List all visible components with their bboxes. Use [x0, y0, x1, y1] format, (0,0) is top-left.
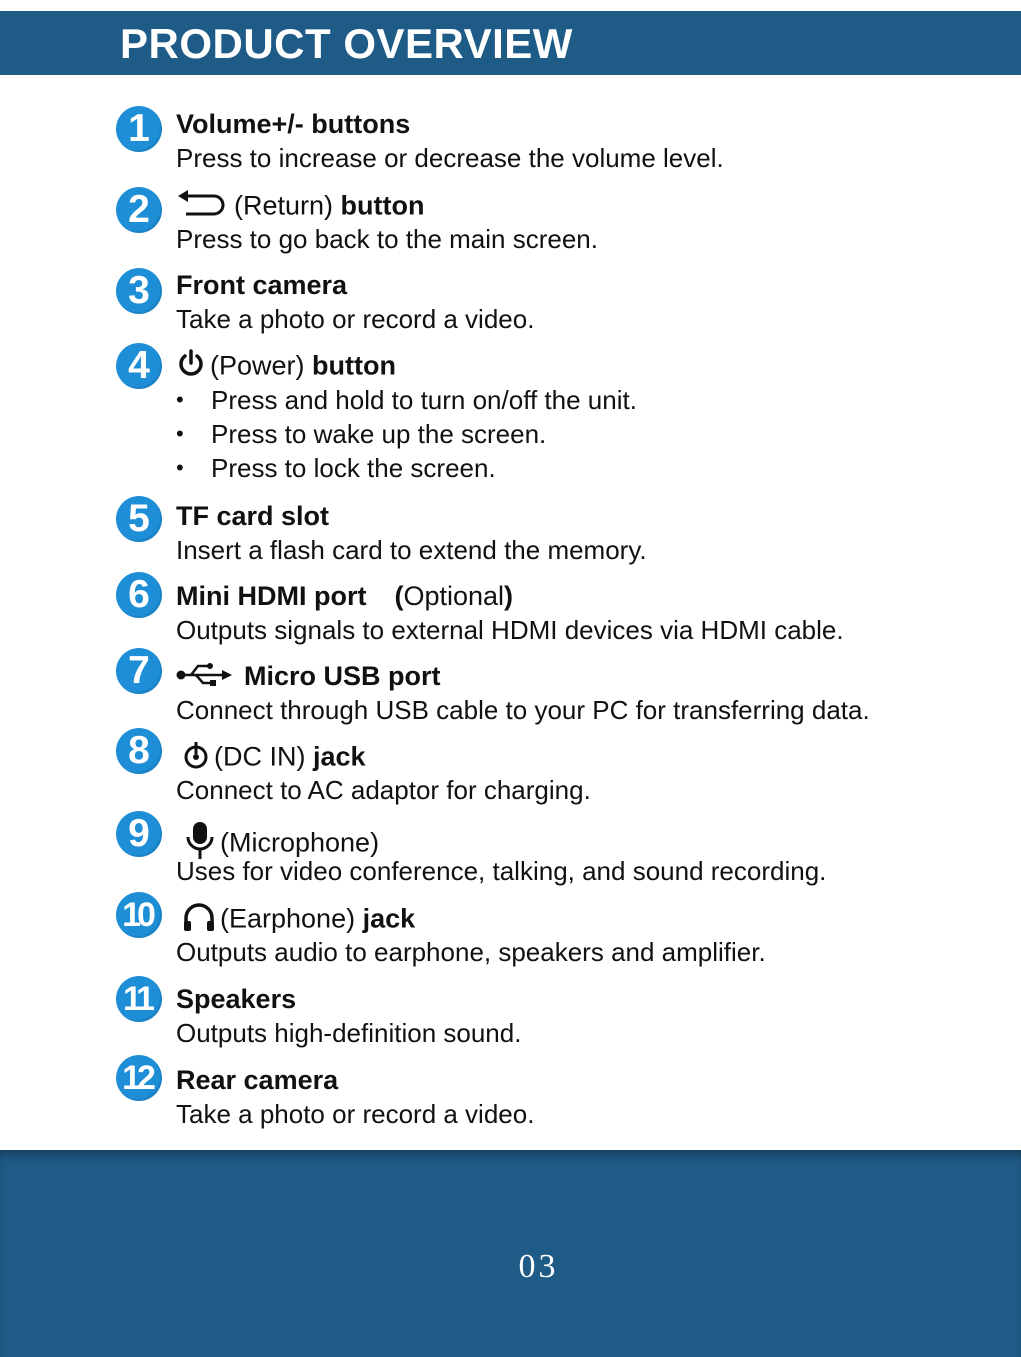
item-number-badge: 3	[116, 268, 162, 314]
item-title-normal: (Earphone)	[220, 903, 363, 934]
item-title-normal: (Return)	[234, 190, 341, 221]
bullet-list	[176, 383, 637, 485]
item-description: Uses for video conference, talking, and sound recording.	[176, 856, 827, 886]
item-title-bold: Volume+/- buttons	[176, 109, 411, 139]
item-description: Insert a flash card to extend the memory.	[176, 535, 647, 565]
power-icon	[176, 349, 206, 386]
item-number-badge: 5	[116, 496, 162, 542]
page-title: PRODUCT OVERVIEW	[120, 20, 573, 67]
item-title	[176, 660, 441, 694]
item-title-bold: Speakers	[176, 984, 297, 1014]
item-description: Take a photo or record a video.	[176, 304, 535, 334]
item-title	[176, 983, 296, 1015]
item-number-badge: 4	[116, 343, 162, 389]
item-number-badge: 2	[116, 187, 162, 233]
item-title-bold: button	[340, 190, 425, 221]
item-title-normal: (Power)	[210, 350, 313, 381]
item-title-bold: Rear camera	[176, 1065, 339, 1095]
bullet-item: • Press and hold to turn on/off the unit.	[176, 383, 637, 417]
item-title-bold: button	[312, 350, 396, 381]
item-title-bold: TF card slot	[176, 501, 330, 531]
item-title	[176, 902, 415, 939]
item-description: Outputs audio to earphone, speakers and amplifier.	[176, 937, 766, 967]
item-title	[176, 189, 424, 226]
item-description: Press to go back to the main screen.	[176, 224, 598, 254]
item-description: Press to increase or decrease the volume level.	[176, 143, 724, 173]
item-number-badge: 10	[116, 892, 162, 938]
item-title-bold: Front camera	[176, 270, 348, 300]
item-title-paren: (	[394, 581, 404, 611]
bullet-item: • Press to lock the screen.	[176, 451, 637, 485]
item-title	[176, 740, 366, 777]
item-description: Outputs high-definition sound.	[176, 1018, 522, 1048]
bullet-item: • Press to wake up the screen.	[176, 417, 637, 451]
item-title-normal: (DC IN)	[214, 741, 313, 772]
item-title	[176, 108, 410, 140]
return-arrow-icon	[176, 189, 230, 226]
item-title	[176, 580, 513, 612]
item-title-normal: Optional	[403, 581, 505, 611]
item-number-badge: 12	[116, 1055, 162, 1101]
item-number-badge: 1	[116, 106, 162, 152]
item-number-badge: 8	[116, 728, 162, 774]
item-title	[176, 1064, 338, 1096]
item-title-paren: )	[504, 581, 514, 611]
item-title-bold: jack	[362, 903, 416, 934]
item-title-bold: Mini HDMI port	[176, 581, 367, 611]
item-description: Take a photo or record a video.	[176, 1099, 535, 1129]
item-title	[176, 269, 347, 301]
item-title-bold: Micro USB port	[244, 661, 441, 691]
item-title	[176, 500, 329, 532]
headphone-icon	[182, 902, 216, 939]
item-number-badge: 6	[116, 572, 162, 618]
item-description: Connect to AC adaptor for charging.	[176, 775, 591, 805]
usb-icon	[176, 661, 232, 694]
item-title	[176, 349, 396, 386]
item-number-badge: 7	[116, 648, 162, 694]
item-description: Connect through USB cable to your PC for transferring data.	[176, 695, 870, 725]
item-number-badge: 11	[116, 976, 162, 1022]
item-title-normal: (Microphone)	[220, 827, 380, 858]
item-title-bold: jack	[312, 741, 366, 772]
dc-in-icon	[182, 740, 210, 777]
item-description: Outputs signals to external HDMI devices via HDMI cable.	[176, 615, 844, 645]
item-number-badge: 9	[116, 811, 162, 857]
page-number: 03	[518, 1248, 559, 1285]
